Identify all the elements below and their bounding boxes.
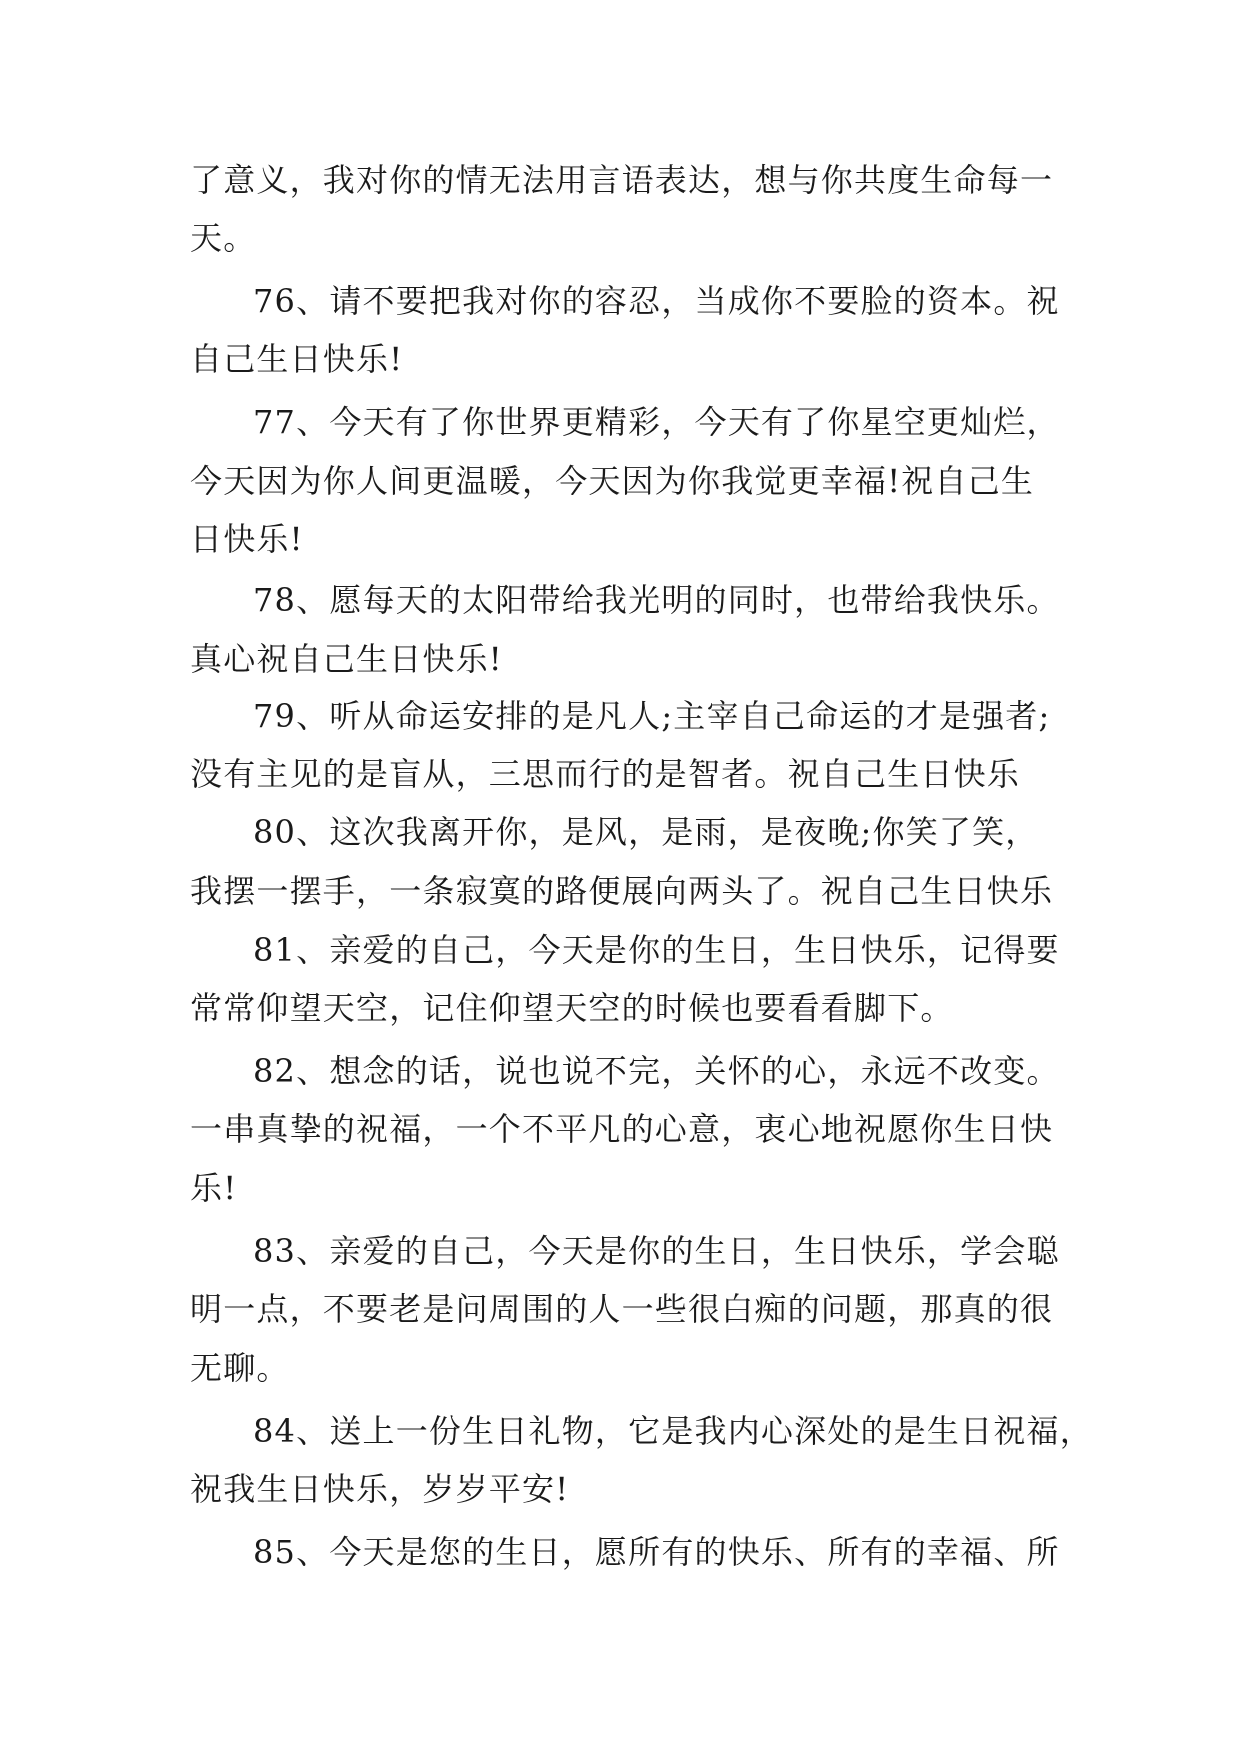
text-line: 76、请不要把我对你的容忍，当成你不要脸的资本。祝 (253, 282, 1060, 320)
text-line: 没有主见的是盲从，三思而行的是智者。祝自己生日快乐 (190, 755, 1021, 793)
text-line: 我摆一摆手，一条寂寞的路便展向两头了。祝自己生日快乐 (190, 872, 1054, 910)
text-line: 日快乐! (190, 520, 304, 558)
text-line: 78、愿每天的太阳带给我光明的同时，也带给我快乐。 (253, 581, 1060, 619)
text-line: 了意义，我对你的情无法用言语表达，想与你共度生命每一 (190, 161, 1054, 199)
text-line: 真心祝自己生日快乐! (190, 640, 503, 678)
text-line: 83、亲爱的自己，今天是你的生日，生日快乐，学会聪 (253, 1232, 1060, 1270)
text-line: 77、今天有了你世界更精彩，今天有了你星空更灿烂， (253, 403, 1060, 441)
text-line: 常常仰望天空，记住仰望天空的时候也要看看脚下。 (190, 989, 954, 1027)
text-line: 今天因为你人间更温暖，今天因为你我觉更幸福!祝自己生 (190, 462, 1035, 500)
text-line: 82、想念的话，说也说不完，关怀的心，永远不改变。 (253, 1052, 1060, 1090)
text-line: 自己生日快乐! (190, 340, 404, 378)
text-line: 84、送上一份生日礼物，它是我内心深处的是生日祝福， (253, 1412, 1093, 1450)
text-line: 79、听从命运安排的是凡人;主宰自己命运的才是强者; (253, 697, 1051, 735)
text-line: 无聊。 (190, 1349, 290, 1387)
text-line: 一串真挚的祝福，一个不平凡的心意，衷心地祝愿你生日快 (190, 1110, 1054, 1148)
text-line: 80、这次我离开你，是风，是雨，是夜晚;你笑了笑， (253, 813, 1039, 851)
text-line: 明一点，不要老是问周围的人一些很白痴的问题，那真的很 (190, 1290, 1054, 1328)
text-line: 天。 (190, 219, 257, 257)
text-line: 乐! (190, 1169, 238, 1207)
text-line: 85、今天是您的生日，愿所有的快乐、所有的幸福、所 (253, 1533, 1060, 1571)
text-line: 81、亲爱的自己，今天是你的生日，生日快乐，记得要 (253, 931, 1060, 969)
text-line: 祝我生日快乐，岁岁平安! (190, 1470, 570, 1508)
